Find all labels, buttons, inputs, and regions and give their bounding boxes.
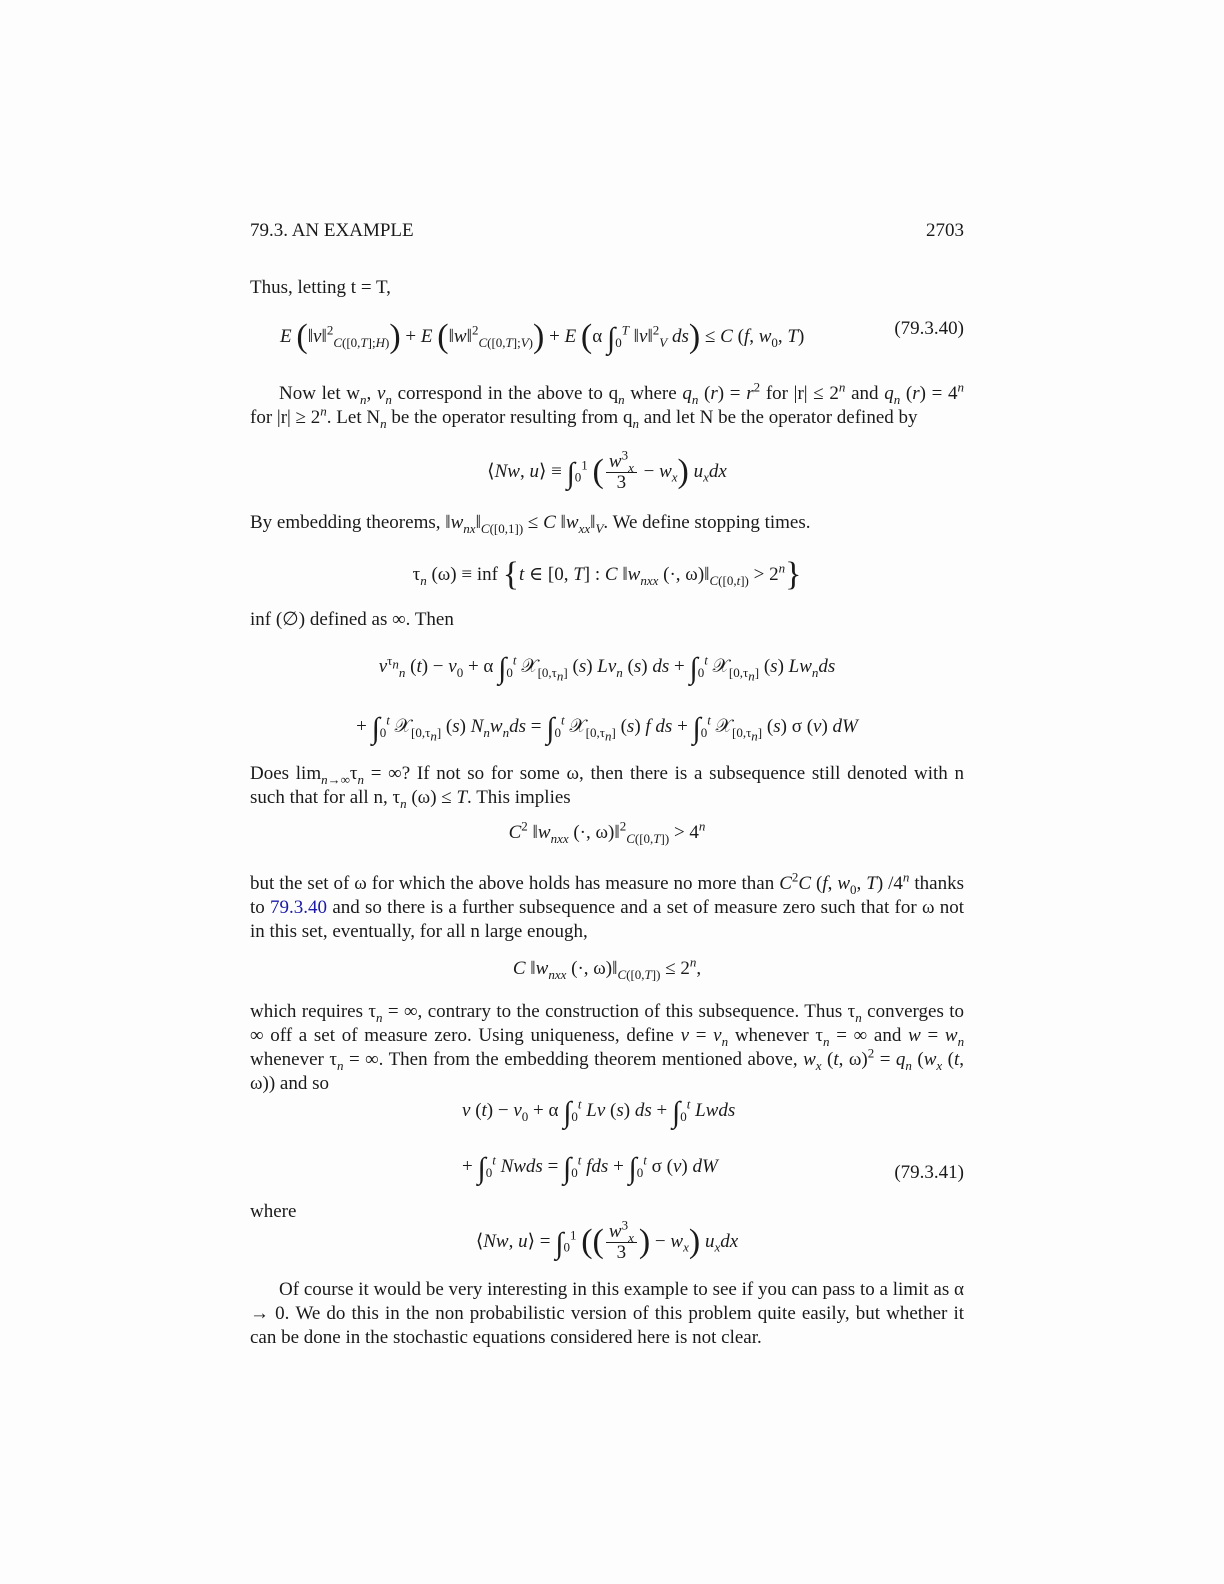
page: 79.3. AN EXAMPLE 2703 Thus, letting t = T, E (‖v‖$^2_{C([0,T];H)}$) + E (‖w‖$^2_{C([0,T];V)}$) + E (α $\int_0^T$ ‖v‖$^2_V$ ds) ≤ C (f, $w_0$, T) (79.3.40) Now let $w_n$, $v_n$ correspond in the above to $q_n$ where $q_n$ $(r) = r^2$ for $|r| \le 2^n$ and $q_n$ $(r) = 4^n$ for $|r| \ge 2^n$. Let $N_n$ be the operator resulting from $q_n$ and let N be the operator defined by ⟨Nw, u⟩ ≡ $\int_0^1$ ( $\frac{w^3_x}{3}$ − $w_x$) $u_xdx$ By embedding theorems, $‖w_{nx}‖_{C([0,1])} \le C$ $‖w_{xx}‖_V$. We define stopping times. $\tau_n$ (ω) ≡ inf {t ∈ [0, T] : C $‖w_{nxx}$ (·, $\omega)‖_{C([0,t])} > 2^n$} inf (∅) defined as ∞. Then $v^{\tau_n}_n$ $(t) - v_0 + \alpha$ $\int_0^t$ 𝒳$_{[0,\tau_n]}$ (s) $Lv_n$ (s) ds + $\int_0^t$ 𝒳$_{[0,\tau_n]}$ (s) $Lw_nds$ + $\int_0^t$ 𝒳$_{[0,\tau_n]}$ (s) $N_nw_nds = \int_0^t$ 𝒳$_{[0,\tau_n]}$ (s) f ds + $\int_0^t$ 𝒳$_{[0,\tau_n]}$ (s) σ (v) dW Does $\lim_{n\to\infty}\tau_n$ = ∞? If not so for some ω, then there is a subsequence still denoted with n such that for all n, $\tau_n$ (ω) ≤ T. This implies $C^2$ $‖w_{nxx}$ (·, ω)‖$^2_{C([0,T])}$ > $4^n$ but the set of ω for which the above holds has measure no more than $C^2C$ (f, $w_0$, T) /4$^n$ thanks to 79.3.40 and so there is a further subsequence and a set of measure zero such that for ω not in this set, eventually, for all n large enough, C $‖w_{nxx}$ (·, $\omega)‖_{C([0,T])} \le 2^n$, which requires $\tau_n$ = ∞, contrary to the construction of this subsequence. Thus $\tau_n$ converges to ∞ off a set of measure zero. Using uniqueness, define $v = v_n$ whenever $\tau_n$ = ∞ and $w = w_n$ whenever $\tau_n$ = ∞. Then from the embedding theorem mentioned above, $w_x$ (t, $\omega)^2 = q_n$ ($w_x$ (t, ω)) and so v $(t) - v_0 + \alpha$ $\int_0^t$ Lv (s) ds + $\int_0^t$ Lwds + $\int_0^t$ Nwds = $\int_0^t$ fds + $\int_0^t$ σ (v) dW (79.3.41) where ⟨Nw, u⟩ = $\int_0^1$ (( $\frac{w^3_x}{3}$ ) − $w_x$) $u_xdx$ Of course it would be very interesting in this example to see if you can pass to a limit as α → 0. We do this in the non probabilistic version of this problem quite easily, but whether it can be done in the stochastic equations considered here is not clear. [250, 220, 965, 1348]
equation-stopped-2: + $\int_0^t$ 𝒳$_{[0,\tau_n]}$ (s) $N_nw_nds = \int_0^t$ 𝒳$_{[0,\tau_n]}$ (s) f ds + $\int_0^t$ 𝒳$_{[0,\tau_n]}$ (s) σ (v) dW [356, 712, 858, 745]
paragraph-letting: Thus, letting t = T, [250, 277, 391, 298]
paragraph-of-course: Of course it would be very interesting in this example to see if you can pass to a limit as α → 0. We do this in the non probabilistic version of this problem quite easily, but whether it can be done in the stochastic equations considered here is not clear. [250, 1279, 964, 1348]
paragraph-now-let: Now let $w_n$, $v_n$ correspond in the above to $q_n$ where $q_n$ $(r) = r^2$ for $|r| \le 2^n$ and $q_n$ $(r) = 4^n$ for $|r| \ge 2^n$. Let $N_n$ be the operator resulting from $q_n$ and let N be the operator defined by [250, 379, 965, 431]
paragraph-inf-empty: inf (∅) defined as ∞. Then [250, 609, 454, 630]
equation-stopped-1: $v^{\tau_n}_n$ $(t) - v_0 + \alpha$ $\int_0^t$ 𝒳$_{[0,\tau_n]}$ (s) $Lv_n$ (s) ds + $\int_0^t$ 𝒳$_{[0,\tau_n]}$ (s) $Lw_nds$ [378, 652, 836, 685]
page-number: 2703 [926, 220, 964, 241]
equation-label: (79.3.40) [894, 318, 964, 339]
paragraph-measure: but the set of ω for which the above holds has measure no more than $C^2C$ (f, $w_0$, T) /4$^n$ thanks to 79.3.40 and so there is a further subsequence and a set of measure zero such that for ω not in this set, eventually, for all n large enough, [250, 869, 964, 942]
equation-reference-link[interactable]: 79.3.40 [270, 897, 328, 918]
where-label: where [250, 1201, 297, 1222]
equation-bound: C $‖w_{nxx}$ (·, $\omega)‖_{C([0,T])} \le 2^n$, [512, 954, 702, 982]
paragraph-does-lim: Does $\lim_{n\to\infty}\tau_n$ = ∞? If not so for some ω, then there is a subsequence still denoted with n such that for all n, $\tau_n$ (ω) ≤ T. This implies [250, 763, 964, 811]
equation-operator-N: ⟨Nw, u⟩ ≡ $\int_0^1$ ( $\frac{w^3_x}{3}$ − $w_x$) $u_xdx$ [487, 447, 727, 493]
equation-operator-N-2: ⟨Nw, u⟩ = $\int_0^1$ (( $\frac{w^3_x}{3}$ ) − $w_x$) $u_xdx$ [475, 1217, 739, 1263]
equation-stopping-time: $\tau_n$ (ω) ≡ inf {t ∈ [0, T] : C $‖w_{nxx}$ (·, $\omega)‖_{C([0,t])} > 2^n$} [412, 556, 802, 593]
equation-implies: $C^2$ $‖w_{nxx}$ (·, ω)‖$^2_{C([0,T])}$ > $4^n$ [508, 818, 706, 846]
paragraph-requires: which requires $\tau_n$ = ∞, contrary to the construction of this subsequence. Thus $\tau_n$ converges to ∞ off a set of measure zero. Using uniqueness, define $v = v_n$ whenever $\tau_n$ = ∞ and $w = w_n$ whenever $\tau_n$ = ∞. Then from the embedding theorem mentioned above, $w_x$ (t, $\omega)^2 = q_n$ ($w_x$ (t, ω)) and so [250, 1001, 965, 1094]
section-title: 79.3. AN EXAMPLE [250, 220, 414, 241]
equation-label: (79.3.41) [894, 1162, 964, 1183]
paragraph-embedding: By embedding theorems, $‖w_{nx}‖_{C([0,1])} \le C$ $‖w_{xx}‖_V$. We define stopping times. [250, 512, 811, 536]
